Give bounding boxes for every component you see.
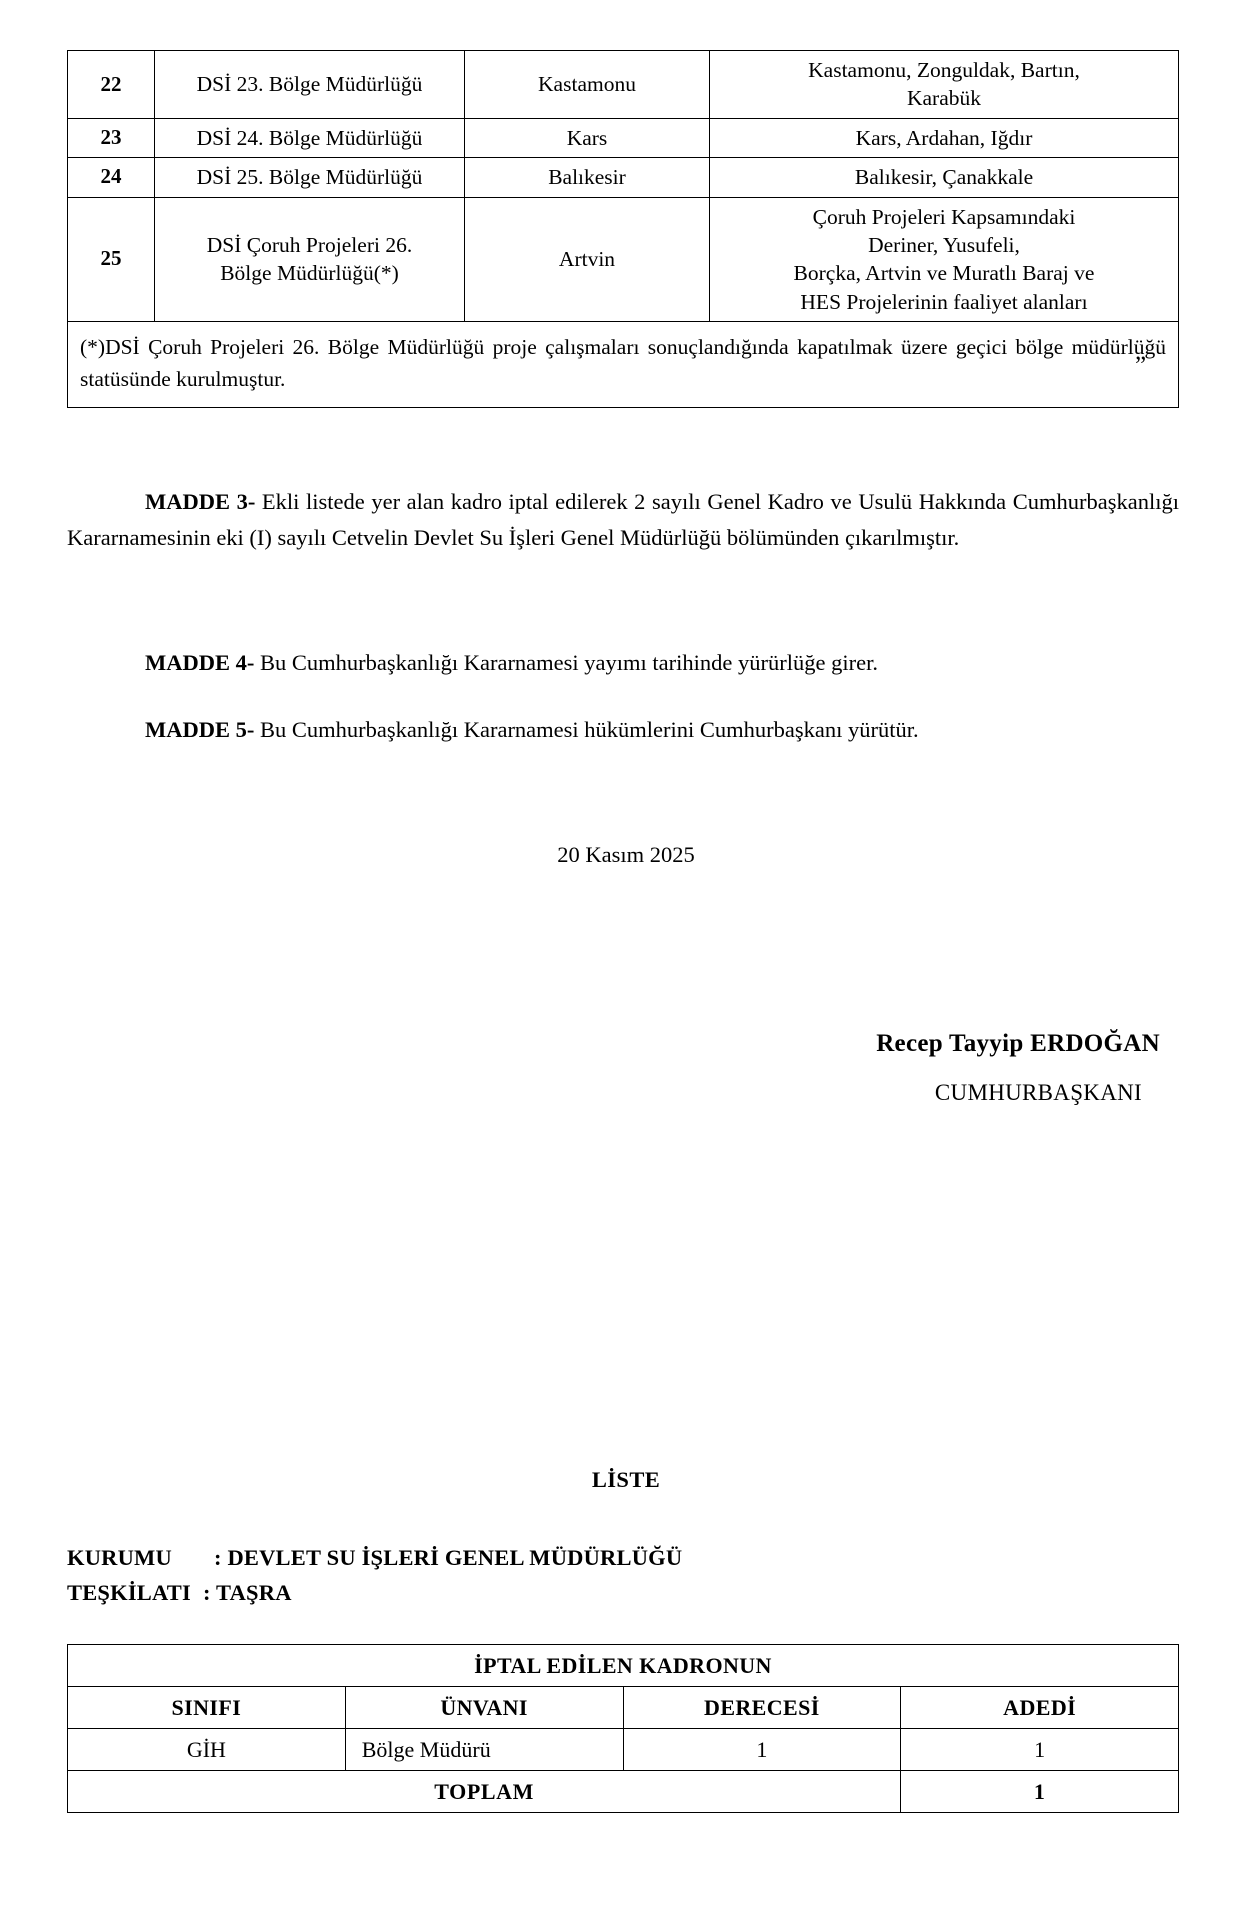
institution-info (67, 1541, 682, 1611)
row-number: 23 (68, 118, 155, 157)
directorate-name (155, 197, 465, 322)
service-area: Balıkesir, Çanakkale (710, 158, 1179, 197)
total-value: 1 (901, 1771, 1179, 1813)
cell-unvani: Bölge Müdürü (345, 1729, 623, 1771)
closing-quote-mark: ” (1135, 352, 1147, 379)
column-header-adedi: ADEDİ (901, 1687, 1179, 1729)
column-header-derecesi: DERECESİ (623, 1687, 901, 1729)
article-5-label: MADDE 5- (145, 717, 255, 742)
kurumu-label: KURUMU (67, 1545, 172, 1570)
article-3-label: MADDE 3- (145, 489, 256, 514)
teskilati-label: TEŞKİLATI (67, 1579, 191, 1605)
article-madde-5 (67, 712, 1179, 748)
column-header-sinifi: SINIFI (68, 1687, 346, 1729)
service-area-line2: Karabük (906, 86, 982, 111)
service-area (710, 51, 1179, 119)
directorate-name: DSİ 24. Bölge Müdürlüğü (155, 118, 465, 157)
service-area-line1: Çoruh Projeleri Kapsamındaki (812, 204, 1076, 229)
table-footnote-row (68, 322, 1179, 408)
row-number: 22 (68, 51, 155, 119)
table-footnote: (*)DSİ Çoruh Projeleri 26. Bölge Müdürlüğü proje çalışmaları sonuçlandığında kapatılmak üzere geçici bölge müdürlüğü statüsünde kurulmuştur. (68, 322, 1179, 408)
table-row (68, 158, 1179, 197)
service-area-line4: HES Projelerinin faaliyet alanları (800, 289, 1088, 314)
column-header-unvani: ÜNVANI (345, 1687, 623, 1729)
row-number: 25 (68, 197, 155, 322)
total-label: TOPLAM (68, 1771, 901, 1813)
article-4-text: Bu Cumhurbaşkanlığı Kararnamesi yayımı tarihinde yürürlüğe girer. (254, 650, 878, 675)
article-3-text: Ekli listede yer alan kadro iptal edilerek 2 sayılı Genel Kadro ve Usulü Hakkında Cumhurbaşkanlığı Kararnamesinin eki (I) sayılı Cetvelin Devlet Su İşleri Genel Müdürlüğü bölümünden çıkarılmıştır. (67, 489, 1179, 550)
table-row (68, 197, 1179, 322)
service-area (710, 197, 1179, 322)
cancelled-position-table (67, 1644, 1179, 1813)
article-5-text: Bu Cumhurbaşkanlığı Kararnamesi hükümlerini Cumhurbaşkanı yürütür. (254, 717, 919, 742)
table-header-row (68, 1687, 1179, 1729)
article-madde-3 (67, 484, 1179, 555)
signature-block (0, 1030, 1160, 1106)
table-total-row (68, 1771, 1179, 1813)
kurumu-row (67, 1541, 682, 1576)
signatory-title: CUMHURBAŞKANI (934, 1080, 1142, 1105)
center-city: Kars (465, 118, 710, 157)
center-city: Balıkesir (465, 158, 710, 197)
region-directorates-table (67, 50, 1179, 408)
service-area-line1: Kastamonu, Zonguldak, Bartın, (808, 58, 1080, 82)
teskilati-row (67, 1576, 682, 1611)
service-area-line2: Deriner, Yusufeli, (868, 232, 1020, 257)
row-number: 24 (68, 158, 155, 197)
table-row (68, 1729, 1179, 1771)
table-row (68, 51, 1179, 119)
decree-date: 20 Kasım 2025 (557, 842, 695, 867)
article-madde-4 (67, 645, 1179, 681)
cell-derecesi: 1 (623, 1729, 901, 1771)
article-4-label: MADDE 4- (145, 650, 255, 675)
kurumu-value: : DEVLET SU İŞLERİ GENEL MÜDÜRLÜĞÜ (213, 1545, 683, 1570)
signatory-name: Recep Tayyip ERDOĞAN (876, 1030, 1160, 1057)
liste-heading: LİSTE (591, 1467, 661, 1492)
directorate-name-line1: DSİ Çoruh Projeleri 26. (206, 232, 413, 257)
teskilati-value: : TAŞRA (202, 1579, 292, 1605)
directorate-name: DSİ 25. Bölge Müdürlüğü (155, 158, 465, 197)
service-area: Kars, Ardahan, Iğdır (710, 118, 1179, 157)
kadro-table-title: İPTAL EDİLEN KADRONUN (68, 1645, 1179, 1687)
directorate-name: DSİ 23. Bölge Müdürlüğü (155, 51, 465, 119)
table-row (68, 118, 1179, 157)
service-area-line3: Borçka, Artvin ve Muratlı Baraj ve (793, 261, 1095, 286)
center-city: Artvin (465, 197, 710, 322)
cell-adedi: 1 (901, 1729, 1179, 1771)
table-title-row (68, 1645, 1179, 1687)
cell-sinifi: GİH (68, 1729, 346, 1771)
directorate-name-line2: Bölge Müdürlüğü(*) (220, 261, 399, 286)
center-city: Kastamonu (465, 51, 710, 119)
